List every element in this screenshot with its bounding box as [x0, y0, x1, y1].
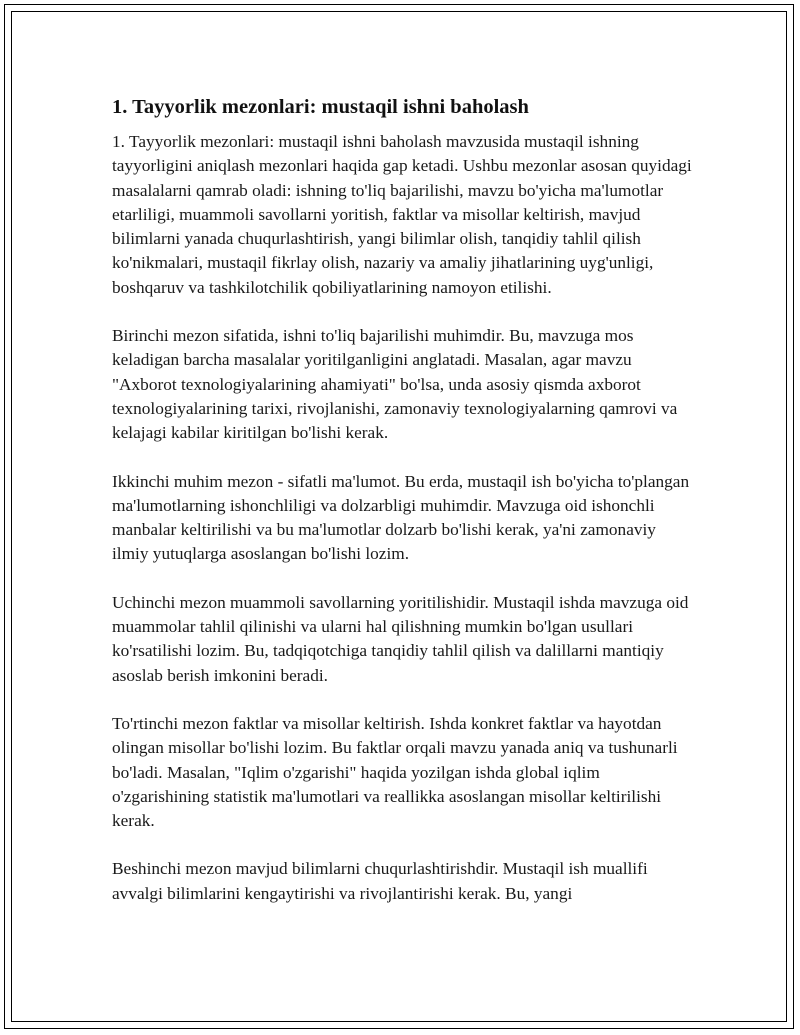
- paragraph-fifth-criterion: Beshinchi mezon mavjud bilimlarni chuqurlashtirishdir. Mustaqil ish muallifi avvalgi bilimlarini kengaytirishi va rivojlantirishi kerak. Bu, yangi: [112, 859, 648, 903]
- document-body: [112, 94, 692, 930]
- paragraph-third-criterion: Uchinchi mezon muammoli savollarning yoritilishidir. Mustaqil ishda mavzuga oid muammolar tahlil qilinishi va ularni hal qilishning mumkin bo'lgan usullari ko'rsatilishi lozim. Bu, tadqiqotchiga tanqidiy tahlil qilish va dalillarni mantiqiy asoslab berish imkonini beradi.: [112, 592, 689, 685]
- paragraph-fourth-criterion: To'rtinchi mezon faktlar va misollar keltirish. Ishda konkret faktlar va hayotdan olingan misollar bo'lishi lozim. Bu faktlar orqali mavzu yanada aniq va tushunarli bo'ladi. Masalan, "Iqlim o'zgarishi" haqida yozilgan ishda global iqlim o'zgarishining statistik ma'lumotlari va reallikka asoslangan misollar keltirilishi kerak.: [112, 713, 678, 831]
- paragraph-intro: 1. Tayyorlik mezonlari: mustaqil ishni baholash mavzusida mustaqil ishning tayyorligini aniqlash mezonlari haqida gap ketadi. Ushbu mezonlar asosan quyidagi masalalarni qamrab oladi: ishning to'liq bajarilishi, mavzu bo'yicha ma'lumotlar etarliligi, muammoli savollarni yoritish, faktlar va misollar keltirish, mavjud bilimlarni yanada chuqurlashtirish, yangi bilimlar olish, tanqidiy tahlil qilish ko'nikmalari, mustaqil fikrlay olish, nazariy va amaliy jihatlarining uyg'unligi, boshqaruv va tashkilotchilik qobiliyatlarining namoyon etilishi.: [112, 132, 692, 297]
- document-page: [4, 4, 794, 1029]
- paragraph-first-criterion: Birinchi mezon sifatida, ishni to'liq bajarilishi muhimdir. Bu, mavzuga mos keladigan barcha masalalar yoritilganligini anglatadi. Masalan, agar mavzu "Axborot texnologiyalarining ahamiyati" bo'lsa, unda asosiy qismda axborot texnologiyalarining tarixi, rivojlanishi, zamonaviy texnologiyalarning qamrovi va kelajagi kabilar kiritilgan bo'lishi kerak.: [112, 326, 678, 443]
- document-heading: 1. Tayyorlik mezonlari: mustaqil ishni baholash: [112, 96, 529, 118]
- paragraph-second-criterion: Ikkinchi muhim mezon - sifatli ma'lumot. Bu erda, mustaqil ish bo'yicha to'plangan ma'lumotlarning ishonchliligi va dolzarbligi muhimdir. Mavzuga oid ishonchli manbalar keltirilishi va bu ma'lumotlar dolzarb bo'lishi kerak, ya'ni zamonaviy ilmiy yutuqlarga asoslangan bo'lishi lozim.: [112, 471, 690, 564]
